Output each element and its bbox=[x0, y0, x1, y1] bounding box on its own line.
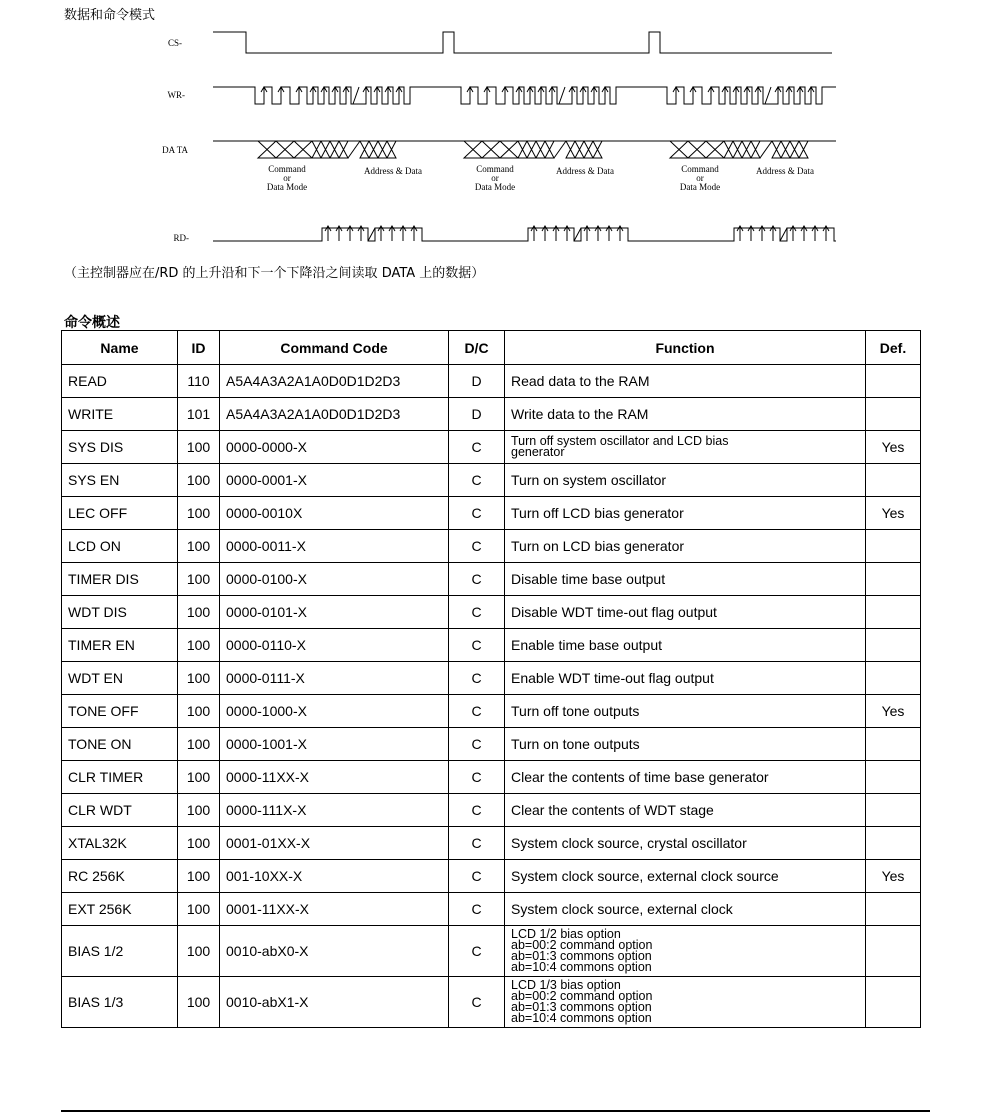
cell-name: WRITE bbox=[62, 398, 178, 431]
cell-id: 100 bbox=[178, 497, 220, 530]
cell-command-code: 0000-1001-X bbox=[220, 728, 449, 761]
function-line: ab=00:2 command option bbox=[511, 938, 653, 952]
cell-function bbox=[505, 695, 866, 728]
wr-arrow bbox=[775, 87, 781, 104]
cell-default bbox=[866, 926, 921, 977]
wr-arrow bbox=[755, 87, 761, 104]
wr-arrow bbox=[733, 87, 739, 104]
cell-id: 100 bbox=[178, 761, 220, 794]
table-row bbox=[62, 827, 921, 860]
cell-dc: C bbox=[449, 695, 505, 728]
cell-dc: C bbox=[449, 860, 505, 893]
function-line: Enable time base output bbox=[511, 637, 662, 653]
rd-break bbox=[574, 228, 581, 241]
function-line: Disable time base output bbox=[511, 571, 666, 587]
wr-arrow bbox=[549, 87, 555, 104]
wr-arrow bbox=[690, 87, 696, 104]
data-cell bbox=[688, 141, 706, 158]
header-function: Function bbox=[505, 331, 866, 365]
address-data-label: Address & Data bbox=[556, 166, 614, 176]
table-title: 命令概述 bbox=[64, 315, 120, 331]
cell-default: Yes bbox=[866, 431, 921, 464]
cell-command-code: 0000-0001-X bbox=[220, 464, 449, 497]
wr-arrow bbox=[296, 87, 302, 104]
data-label: DA TA bbox=[162, 145, 188, 155]
data-cell bbox=[772, 141, 781, 158]
section-title: 数据和命令模式 bbox=[64, 8, 156, 23]
wr-arrow bbox=[797, 87, 803, 104]
function-line: LCD 1/2 bias option bbox=[511, 927, 621, 941]
cell-dc: D bbox=[449, 365, 505, 398]
rd-break bbox=[368, 228, 375, 241]
wr-arrow bbox=[569, 87, 575, 104]
wr-arrow bbox=[516, 87, 522, 104]
rd-label: RD- bbox=[173, 233, 189, 243]
wr-arrow bbox=[396, 87, 402, 104]
cell-command-code: 0000-0111-X bbox=[220, 662, 449, 695]
cell-name: WDT DIS bbox=[62, 596, 178, 629]
cell-command-code: 0000-1000-X bbox=[220, 695, 449, 728]
cell-default bbox=[866, 629, 921, 662]
cell-function bbox=[505, 398, 866, 431]
cell-name: TONE OFF bbox=[62, 695, 178, 728]
cs-label: CS- bbox=[167, 38, 182, 48]
wr-arrow bbox=[278, 87, 284, 104]
cell-name: RC 256K bbox=[62, 860, 178, 893]
data-break bbox=[348, 141, 360, 158]
cell-id: 100 bbox=[178, 893, 220, 926]
cell-id: 100 bbox=[178, 431, 220, 464]
data-cell bbox=[566, 141, 575, 158]
cell-command-code: 0001-01XX-X bbox=[220, 827, 449, 860]
function-line: Turn on tone outputs bbox=[511, 736, 640, 752]
cell-dc: C bbox=[449, 497, 505, 530]
wr-arrow bbox=[673, 87, 679, 104]
cell-dc: C bbox=[449, 662, 505, 695]
table-row bbox=[62, 563, 921, 596]
data-cell bbox=[312, 141, 321, 158]
cell-id: 100 bbox=[178, 563, 220, 596]
cell-name: LCD ON bbox=[62, 530, 178, 563]
cell-command-code: 0010-abX1-X bbox=[220, 977, 449, 1028]
table-row bbox=[62, 530, 921, 563]
cell-command-code: 0000-0011-X bbox=[220, 530, 449, 563]
data-cell bbox=[575, 141, 584, 158]
wr-arrow bbox=[374, 87, 380, 104]
table-row bbox=[62, 464, 921, 497]
cell-name: EXT 256K bbox=[62, 893, 178, 926]
wr-waveform bbox=[213, 87, 836, 104]
data-cell bbox=[500, 141, 518, 158]
cell-name: CLR WDT bbox=[62, 794, 178, 827]
function-line: Clear the contents of WDT stage bbox=[511, 802, 714, 818]
wr-arrow bbox=[602, 87, 608, 104]
data-cell bbox=[321, 141, 330, 158]
function-line: Turn off system oscillator and LCD bias bbox=[511, 434, 729, 448]
table-row bbox=[62, 365, 921, 398]
cell-function bbox=[505, 926, 866, 977]
cell-name: CLR TIMER bbox=[62, 761, 178, 794]
table-row bbox=[62, 596, 921, 629]
data-cell bbox=[369, 141, 378, 158]
cell-command-code: A5A4A3A2A1A0D0D1D2D3 bbox=[220, 365, 449, 398]
wr-break bbox=[353, 87, 359, 104]
table-row bbox=[62, 893, 921, 926]
data-cell bbox=[670, 141, 688, 158]
cell-command-code: 0000-0100-X bbox=[220, 563, 449, 596]
data-cell bbox=[276, 141, 294, 158]
data-cell bbox=[790, 141, 799, 158]
function-line: ab=01:3 commons option bbox=[511, 1000, 652, 1014]
cell-function bbox=[505, 827, 866, 860]
cell-default bbox=[866, 398, 921, 431]
cs-waveform bbox=[213, 32, 832, 53]
table-row bbox=[62, 629, 921, 662]
cell-id: 100 bbox=[178, 794, 220, 827]
wr-arrow bbox=[310, 87, 316, 104]
cell-name: BIAS 1/2 bbox=[62, 926, 178, 977]
data-cell bbox=[536, 141, 545, 158]
table-header-row bbox=[62, 331, 921, 365]
wr-break bbox=[559, 87, 565, 104]
cell-command-code: 0000-0110-X bbox=[220, 629, 449, 662]
cell-name: WDT EN bbox=[62, 662, 178, 695]
cell-dc: C bbox=[449, 629, 505, 662]
cell-name: SYS DIS bbox=[62, 431, 178, 464]
data-cell bbox=[330, 141, 339, 158]
cell-dc: D bbox=[449, 398, 505, 431]
function-line: Turn off tone outputs bbox=[511, 703, 640, 719]
cell-id: 100 bbox=[178, 629, 220, 662]
address-data-label: Address & Data bbox=[756, 166, 814, 176]
data-cell bbox=[799, 141, 808, 158]
table-row bbox=[62, 728, 921, 761]
table-row bbox=[62, 695, 921, 728]
table-row bbox=[62, 926, 921, 977]
mode-label: or bbox=[283, 173, 291, 183]
cell-function bbox=[505, 761, 866, 794]
mode-label: Command bbox=[268, 164, 306, 174]
cell-id: 100 bbox=[178, 662, 220, 695]
mode-label: Data Mode bbox=[266, 182, 308, 192]
cell-name: BIAS 1/3 bbox=[62, 977, 178, 1028]
data-break bbox=[554, 141, 566, 158]
data-cell bbox=[751, 141, 760, 158]
wr-arrow bbox=[502, 87, 508, 104]
wr-arrow bbox=[467, 87, 473, 104]
cell-command-code: 0001-11XX-X bbox=[220, 893, 449, 926]
data-cell bbox=[781, 141, 790, 158]
data-cell bbox=[584, 141, 593, 158]
data-cell bbox=[387, 141, 396, 158]
cell-default: Yes bbox=[866, 695, 921, 728]
header-default: Def. bbox=[866, 331, 921, 365]
timing-note: （主控制器应在/RD 的上升沿和下一个下降沿之间读取 DATA 上的数据） bbox=[64, 266, 485, 281]
cell-id: 101 bbox=[178, 398, 220, 431]
wr-arrow bbox=[786, 87, 792, 104]
data-cell bbox=[527, 141, 536, 158]
cell-default bbox=[866, 827, 921, 860]
cell-function bbox=[505, 431, 866, 464]
function-line: Disable WDT time-out flag output bbox=[511, 604, 717, 620]
cell-default bbox=[866, 530, 921, 563]
cell-function bbox=[505, 530, 866, 563]
cell-dc: C bbox=[449, 728, 505, 761]
function-line: Enable WDT time-out flag output bbox=[511, 670, 714, 686]
cell-command-code: 0010-abX0-X bbox=[220, 926, 449, 977]
cell-dc: C bbox=[449, 464, 505, 497]
cell-dc: C bbox=[449, 596, 505, 629]
cell-default bbox=[866, 365, 921, 398]
cell-command-code: 0000-111X-X bbox=[220, 794, 449, 827]
function-line: Read data to the RAM bbox=[511, 373, 650, 389]
cell-dc: C bbox=[449, 431, 505, 464]
cell-command-code: 0000-0101-X bbox=[220, 596, 449, 629]
cell-name: READ bbox=[62, 365, 178, 398]
data-cell bbox=[742, 141, 751, 158]
wr-arrow bbox=[363, 87, 369, 104]
header-dc: D/C bbox=[449, 331, 505, 365]
function-line: Turn on LCD bias generator bbox=[511, 538, 685, 554]
wr-arrow bbox=[527, 87, 533, 104]
wr-arrow bbox=[722, 87, 728, 104]
table-row bbox=[62, 662, 921, 695]
wr-arrow bbox=[484, 87, 490, 104]
timing-diagram bbox=[0, 22, 991, 262]
cell-id: 100 bbox=[178, 926, 220, 977]
cell-function bbox=[505, 662, 866, 695]
wr-arrow bbox=[580, 87, 586, 104]
function-line: generator bbox=[511, 445, 565, 459]
data-cell bbox=[545, 141, 554, 158]
cell-default bbox=[866, 761, 921, 794]
cell-default bbox=[866, 794, 921, 827]
data-cell bbox=[378, 141, 387, 158]
cell-name: XTAL32K bbox=[62, 827, 178, 860]
mode-label: Command bbox=[476, 164, 514, 174]
rd-break bbox=[780, 228, 787, 241]
header-id: ID bbox=[178, 331, 220, 365]
function-line: System clock source, external clock source bbox=[511, 868, 779, 884]
cell-id: 110 bbox=[178, 365, 220, 398]
data-break bbox=[760, 141, 772, 158]
mode-label: Data Mode bbox=[474, 182, 516, 192]
cell-dc: C bbox=[449, 794, 505, 827]
cell-function bbox=[505, 893, 866, 926]
cell-id: 100 bbox=[178, 728, 220, 761]
data-cell bbox=[294, 141, 312, 158]
cell-command-code: 0000-11XX-X bbox=[220, 761, 449, 794]
data-cell bbox=[706, 141, 724, 158]
cell-default bbox=[866, 893, 921, 926]
data-cell bbox=[733, 141, 742, 158]
cell-function bbox=[505, 629, 866, 662]
table-row bbox=[62, 794, 921, 827]
data-cell bbox=[360, 141, 369, 158]
function-line: Write data to the RAM bbox=[511, 406, 649, 422]
cell-command-code: 001-10XX-X bbox=[220, 860, 449, 893]
cell-name: LEC OFF bbox=[62, 497, 178, 530]
table-row bbox=[62, 497, 921, 530]
cell-id: 100 bbox=[178, 596, 220, 629]
wr-arrow bbox=[744, 87, 750, 104]
wr-arrow bbox=[808, 87, 814, 104]
mode-label: Data Mode bbox=[679, 182, 721, 192]
cell-name: TIMER EN bbox=[62, 629, 178, 662]
cell-function bbox=[505, 860, 866, 893]
cell-name: TIMER DIS bbox=[62, 563, 178, 596]
wr-arrow bbox=[332, 87, 338, 104]
mode-label: or bbox=[491, 173, 499, 183]
function-line: ab=01:3 commons option bbox=[511, 949, 652, 963]
cell-function bbox=[505, 794, 866, 827]
cell-id: 100 bbox=[178, 695, 220, 728]
cell-default bbox=[866, 662, 921, 695]
data-cell bbox=[339, 141, 348, 158]
table-row bbox=[62, 398, 921, 431]
data-cell bbox=[724, 141, 733, 158]
cell-name: SYS EN bbox=[62, 464, 178, 497]
cell-function bbox=[505, 563, 866, 596]
table-row bbox=[62, 860, 921, 893]
data-cell bbox=[258, 141, 276, 158]
function-line: ab=10:4 commons option bbox=[511, 960, 652, 974]
cell-dc: C bbox=[449, 530, 505, 563]
cell-command-code: 0000-0000-X bbox=[220, 431, 449, 464]
data-cell bbox=[593, 141, 602, 158]
cell-default: Yes bbox=[866, 497, 921, 530]
cell-function bbox=[505, 596, 866, 629]
wr-break bbox=[765, 87, 771, 104]
mode-label: or bbox=[696, 173, 704, 183]
wr-arrow bbox=[708, 87, 714, 104]
cell-id: 100 bbox=[178, 827, 220, 860]
cell-id: 100 bbox=[178, 977, 220, 1028]
address-data-label: Address & Data bbox=[364, 166, 422, 176]
cell-id: 100 bbox=[178, 530, 220, 563]
wr-arrow bbox=[343, 87, 349, 104]
cell-default: Yes bbox=[866, 860, 921, 893]
function-line: System clock source, crystal oscillator bbox=[511, 835, 747, 851]
wr-arrow bbox=[261, 87, 267, 104]
cell-function bbox=[505, 464, 866, 497]
command-table bbox=[61, 330, 921, 1028]
data-cell bbox=[464, 141, 482, 158]
header-command-code: Command Code bbox=[220, 331, 449, 365]
function-line: LCD 1/3 bias option bbox=[511, 978, 621, 992]
cell-default bbox=[866, 563, 921, 596]
cell-dc: C bbox=[449, 761, 505, 794]
data-cell bbox=[482, 141, 500, 158]
table-row bbox=[62, 431, 921, 464]
cell-default bbox=[866, 977, 921, 1028]
wr-arrow bbox=[591, 87, 597, 104]
function-line: ab=10:4 commons option bbox=[511, 1011, 652, 1025]
function-line: Turn on system oscillator bbox=[511, 472, 667, 488]
cell-command-code: 0000-0010X bbox=[220, 497, 449, 530]
cell-id: 100 bbox=[178, 860, 220, 893]
cell-dc: C bbox=[449, 977, 505, 1028]
table-row bbox=[62, 977, 921, 1028]
table-row bbox=[62, 761, 921, 794]
data-cell bbox=[518, 141, 527, 158]
function-line: ab=00:2 command option bbox=[511, 989, 653, 1003]
cell-function bbox=[505, 728, 866, 761]
cell-name: TONE ON bbox=[62, 728, 178, 761]
header-name: Name bbox=[62, 331, 178, 365]
cell-dc: C bbox=[449, 563, 505, 596]
cell-default bbox=[866, 596, 921, 629]
function-line: System clock source, external clock bbox=[511, 901, 733, 917]
function-line: Clear the contents of time base generator bbox=[511, 769, 769, 785]
cell-function bbox=[505, 497, 866, 530]
wr-arrow bbox=[321, 87, 327, 104]
cell-dc: C bbox=[449, 893, 505, 926]
cell-id: 100 bbox=[178, 464, 220, 497]
cell-dc: C bbox=[449, 827, 505, 860]
table-bottom-rule bbox=[61, 1110, 930, 1112]
cell-function bbox=[505, 365, 866, 398]
cell-dc: C bbox=[449, 926, 505, 977]
wr-arrow bbox=[538, 87, 544, 104]
cell-default bbox=[866, 464, 921, 497]
cell-command-code: A5A4A3A2A1A0D0D1D2D3 bbox=[220, 398, 449, 431]
cell-default bbox=[866, 728, 921, 761]
wr-label: WR- bbox=[167, 90, 185, 100]
function-line: Turn off LCD bias generator bbox=[511, 505, 684, 521]
cell-function bbox=[505, 977, 866, 1028]
wr-arrow bbox=[385, 87, 391, 104]
mode-label: Command bbox=[681, 164, 719, 174]
